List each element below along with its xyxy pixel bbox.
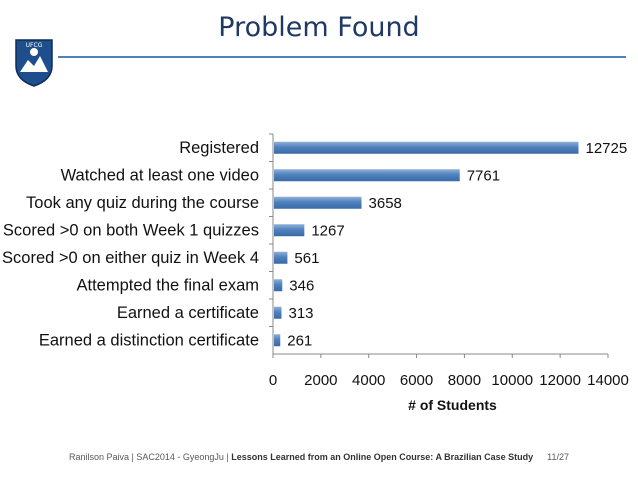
category-label: Registered — [179, 138, 259, 157]
value-label: 3658 — [368, 194, 402, 212]
x-tick-label: 10000 — [491, 372, 534, 389]
value-label: 346 — [289, 277, 315, 295]
logo-text: UFCG — [25, 42, 43, 49]
x-axis-label: # of Students — [408, 397, 497, 413]
bar — [274, 307, 281, 319]
bar — [274, 197, 362, 209]
x-tick-label: 12000 — [539, 372, 582, 389]
x-tick-label: 2000 — [304, 372, 338, 389]
category-label: Scored >0 on both Week 1 quizzes — [2, 221, 259, 240]
category-label: Scored >0 on either quiz in Week 4 — [2, 248, 259, 267]
category-label: Earned a certificate — [116, 303, 259, 322]
category-label: Took any quiz during the course — [26, 193, 259, 212]
x-tick-label: 6000 — [399, 372, 434, 389]
bar — [274, 334, 280, 346]
slide-footer — [0, 452, 638, 462]
x-tick-label: 4000 — [352, 372, 386, 389]
x-tick-label: 0 — [268, 372, 278, 389]
value-label: 1267 — [311, 222, 345, 240]
footer-paper-title: Lessons Learned from an Online Open Course: A Brazilian Case Study — [231, 452, 534, 462]
bar — [274, 224, 304, 236]
footer-author: Ranilson Paiva | SAC2014 - GyeongJu | — [68, 452, 232, 462]
bar — [274, 279, 282, 291]
x-tick-label: 14000 — [587, 372, 629, 389]
category-label: Watched at least one video — [60, 166, 259, 185]
value-label: 7761 — [466, 167, 501, 185]
value-label: 261 — [287, 332, 313, 350]
value-label: 561 — [294, 249, 320, 267]
value-label: 313 — [288, 304, 314, 322]
bar — [274, 169, 460, 181]
category-label: Earned a distinction certificate — [38, 331, 259, 350]
bar — [274, 252, 287, 264]
slide-title: Problem Found — [218, 12, 420, 43]
page-number: 11/27 — [547, 452, 570, 462]
value-label: 12725 — [585, 139, 628, 157]
bar — [274, 142, 578, 154]
x-tick-label: 8000 — [447, 372, 482, 389]
category-label: Attempted the final exam — [76, 276, 259, 295]
